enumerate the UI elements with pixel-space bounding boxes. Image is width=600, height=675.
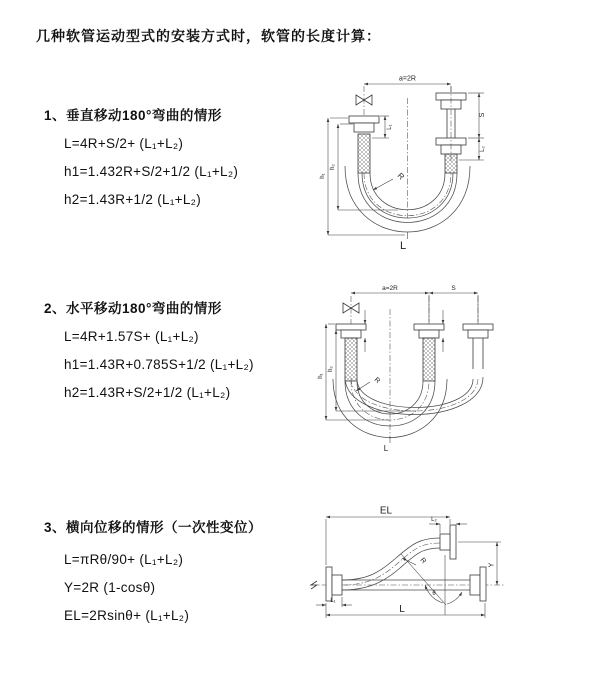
diagram-lateral-displacement — [298, 497, 598, 659]
dim-label-y: Y — [488, 562, 496, 568]
braided-hose-section — [358, 134, 370, 173]
left-flange — [336, 324, 366, 381]
page-title: 几种软管运动型式的安装方式时，软管的长度计算： — [36, 28, 381, 44]
dim-label-l: L — [383, 444, 389, 453]
dim-label-el: EL — [379, 505, 393, 517]
dimension-top-span — [351, 285, 478, 322]
hose-curved-position — [342, 538, 440, 590]
dim-label-span: a=2R — [382, 285, 398, 292]
middle-flange — [414, 324, 444, 381]
dim-label-h2: h₂ — [328, 366, 334, 372]
formula-y: Y=2R (1-cosθ) — [64, 580, 156, 595]
dim-label-l: L — [399, 240, 407, 252]
diagram-vertical-180-bend — [306, 68, 591, 266]
radius-callout — [356, 376, 381, 391]
dim-label-span: a=2R — [399, 75, 416, 83]
right-flange — [470, 567, 486, 601]
dim-label-l: L — [399, 604, 405, 615]
displaced-flange — [463, 324, 493, 369]
formula-length: L=4R+1.57S+ (L₁+L₂) — [64, 329, 199, 344]
formula-el: EL=2Rsinθ+ (L₁+L₂) — [64, 608, 190, 623]
braided-hose-section — [345, 338, 357, 381]
dimension-el — [326, 506, 450, 566]
formula-h2: h2=1.43R+1/2 (L₁+L₂) — [64, 192, 202, 207]
radius-callout — [373, 171, 406, 190]
formula-h1: h1=1.43R+0.785S+1/2 (L₁+L₂) — [64, 357, 254, 372]
formula-h1: h1=1.432R+S/2+1/2 (L₁+L₂) — [64, 164, 239, 179]
braided-hose-section — [423, 338, 435, 381]
section-horizontal-movement — [44, 297, 319, 413]
formula-h2: h2=1.43R+S/2+1/2 (L₁+L₂) — [64, 385, 231, 400]
section-vertical-movement — [44, 104, 319, 220]
length-callout — [384, 437, 390, 453]
dim-label-r: R — [372, 376, 382, 385]
dimension-l2 — [429, 517, 467, 533]
section-3-heading: 3、横向位移的情形（一次性变位） — [44, 520, 263, 535]
section-lateral-displacement — [44, 516, 319, 636]
dim-label-s: S — [479, 112, 486, 118]
radius-callout — [402, 557, 427, 565]
dim-label-h2: h₂ — [330, 164, 336, 170]
formula-length: L=4R+S/2+ (L₁+L₂) — [64, 136, 184, 151]
angle-construction — [401, 554, 462, 615]
dim-label-l2: L₂ — [480, 146, 486, 152]
formula-length: L=πRθ/90+ (L₁+L₂) — [64, 552, 184, 567]
hose-u-bend-position-2 — [345, 377, 483, 415]
dim-label-l1: L₁ — [387, 124, 393, 130]
dimension-top-span — [364, 76, 451, 93]
dim-label-theta: θ — [432, 591, 436, 597]
dim-label-h1: h₁ — [318, 373, 324, 379]
dim-label-r: R — [418, 556, 428, 566]
left-flange — [349, 116, 379, 173]
dimension-s-l2 — [459, 93, 486, 160]
section-2-heading: 2、水平移动180°弯曲的情形 — [44, 301, 222, 316]
section-1-heading: 1、垂直移动180°弯曲的情形 — [44, 108, 222, 123]
centerline-break-icon — [311, 581, 317, 589]
left-flange — [326, 567, 342, 601]
dim-label-h1: h₁ — [320, 173, 326, 179]
dimension-l1 — [316, 597, 352, 607]
dim-label-l2: L₂ — [431, 517, 437, 523]
dim-label-s: S — [451, 285, 456, 292]
dim-label-r: R — [395, 171, 407, 182]
displaced-flange — [440, 525, 456, 559]
diagram-horizontal-180-bend — [306, 281, 591, 471]
dim-label-l1: L₁ — [330, 598, 336, 604]
